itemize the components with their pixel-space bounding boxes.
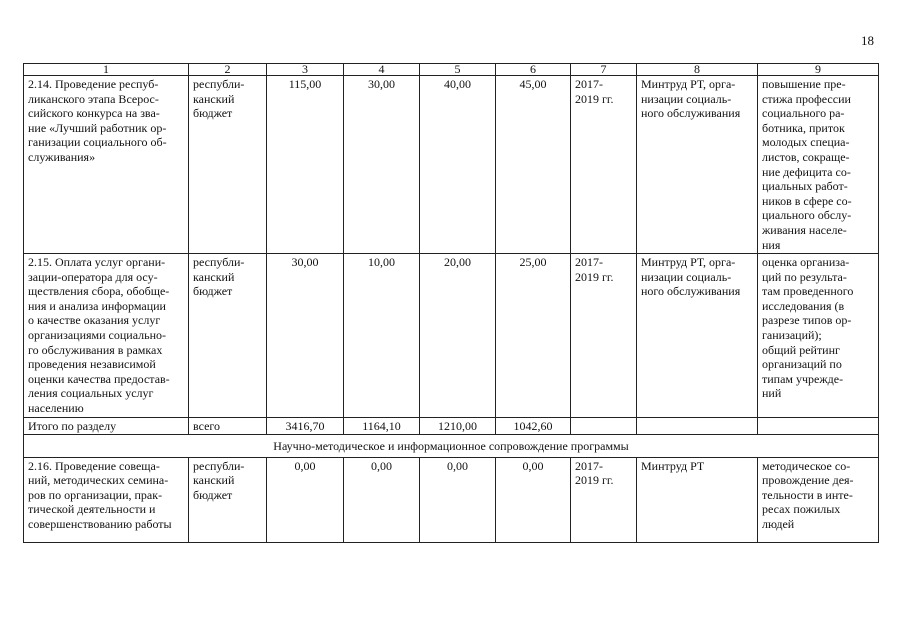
page-number: 18	[861, 33, 874, 48]
measure-name-cell: 2.16. Проведение совеща- ний, методических семина- ров по организации, прак- тической деятельности и совершенствованию работы	[24, 457, 189, 542]
expected-result-cell: повышение пре- стижа профессии социального ра- ботника, приток молодых специа- листов, сокраще- ние дефицита со- циальных работ- ников в сфере со- циального обслу- живания населе- ния	[758, 76, 879, 254]
total-2019-cell: 1042,60	[496, 418, 571, 435]
table-row	[24, 254, 879, 418]
measure-name-cell: 2.14. Проведение респуб- ликанского этапа Всерос- сийского конкурса на зва- ние «Лучший работник ор- ганизации социального об- служивания»	[24, 76, 189, 254]
amount-2018-cell: 40,00	[420, 76, 496, 254]
amount-2018-cell: 0,00	[420, 457, 496, 542]
empty-cell	[571, 418, 637, 435]
header-cell: 3	[267, 64, 344, 76]
header-cell: 7	[571, 64, 637, 76]
period-cell: 2017- 2019 гг.	[571, 457, 637, 542]
total-amount-cell: 115,00	[267, 76, 344, 254]
empty-cell	[758, 418, 879, 435]
expected-result-cell: методическое со- провождение дея- тельности в инте- ресах пожилых людей	[758, 457, 879, 542]
total-source-cell: всего	[189, 418, 267, 435]
amount-2017-cell: 0,00	[344, 457, 420, 542]
amount-2018-cell: 20,00	[420, 254, 496, 418]
total-amount-cell: 3416,70	[267, 418, 344, 435]
total-2018-cell: 1210,00	[420, 418, 496, 435]
funding-source-cell: республи- канский бюджет	[189, 76, 267, 254]
header-cell: 2	[189, 64, 267, 76]
amount-2017-cell: 30,00	[344, 76, 420, 254]
header-cell: 5	[420, 64, 496, 76]
header-cell: 1	[24, 64, 189, 76]
executor-cell: Минтруд РТ, орга- низации социаль- ного обслуживания	[637, 254, 758, 418]
table-row	[24, 76, 879, 254]
section-total-row	[24, 418, 879, 435]
amount-2019-cell: 25,00	[496, 254, 571, 418]
funding-source-cell: республи- канский бюджет	[189, 457, 267, 542]
header-cell: 8	[637, 64, 758, 76]
section-heading-row	[24, 434, 879, 457]
amount-2017-cell: 10,00	[344, 254, 420, 418]
measure-name-cell: 2.15. Оплата услуг органи- зации-оператора для осу- ществления сбора, обобще- ния и анализа информации о качестве оказания услуг организациями социально- го обслуживания в рамках проведения независимой оценки качества предостав- ления социальных услуг населению	[24, 254, 189, 418]
amount-2019-cell: 45,00	[496, 76, 571, 254]
header-cell: 4	[344, 64, 420, 76]
expected-result-cell: оценка организа- ций по результа- там проведенного исследования (в разрезе типов ор- ганизаций); общий рейтинг организаций по типам учрежде- ний	[758, 254, 879, 418]
section-title: Научно-методическое и информационное сопровождение программы	[24, 434, 879, 457]
header-cell: 6	[496, 64, 571, 76]
executor-cell: Минтруд РТ	[637, 457, 758, 542]
executor-cell: Минтруд РТ, орга- низации социаль- ного обслуживания	[637, 76, 758, 254]
program-table	[23, 63, 879, 543]
period-cell: 2017- 2019 гг.	[571, 76, 637, 254]
total-amount-cell: 30,00	[267, 254, 344, 418]
table-row	[24, 457, 879, 542]
funding-source-cell: республи- канский бюджет	[189, 254, 267, 418]
total-amount-cell: 0,00	[267, 457, 344, 542]
period-cell: 2017- 2019 гг.	[571, 254, 637, 418]
total-2017-cell: 1164,10	[344, 418, 420, 435]
total-label-cell: Итого по разделу	[24, 418, 189, 435]
amount-2019-cell: 0,00	[496, 457, 571, 542]
header-cell: 9	[758, 64, 879, 76]
column-number-header	[24, 64, 879, 76]
empty-cell	[637, 418, 758, 435]
